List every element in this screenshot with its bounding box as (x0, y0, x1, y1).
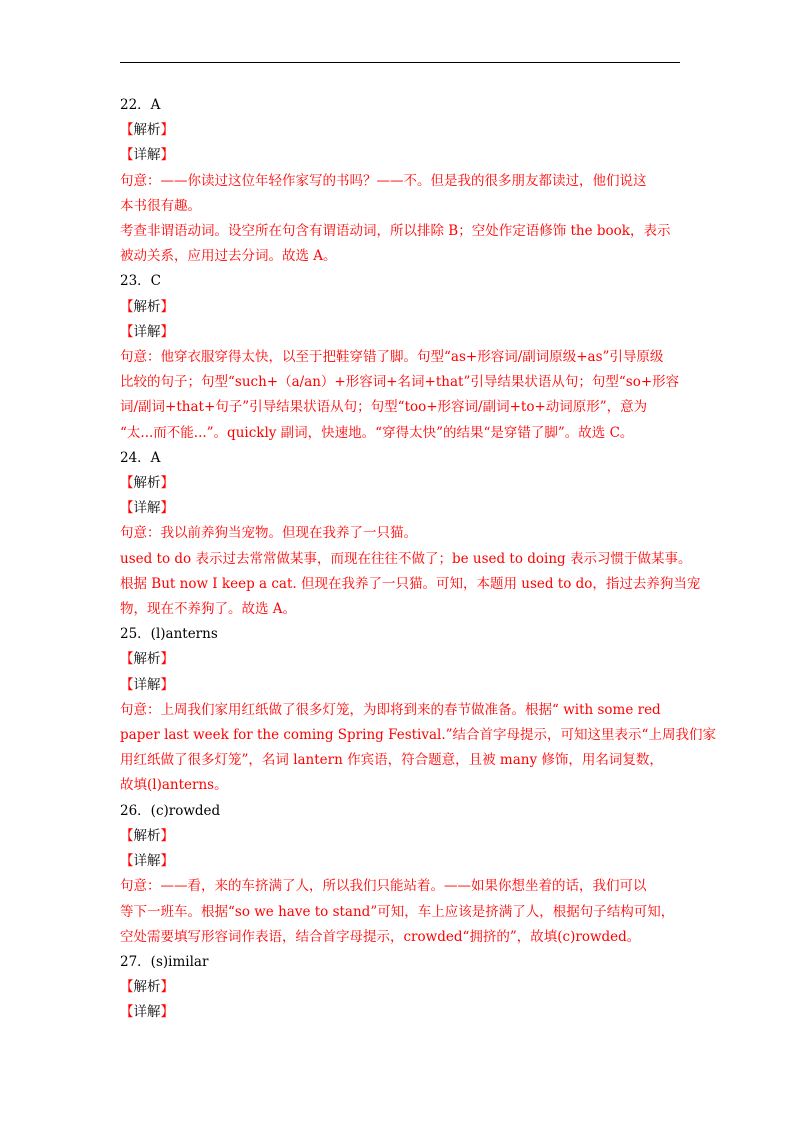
analysis-label: 【解析】 (120, 651, 174, 668)
explanation-label: 【详解】 (120, 147, 174, 164)
explanation-line: used to do 表示过去常常做某事，而现在往往不做了；be used to doing 表示习惯于做某事。 (120, 550, 692, 567)
question-number: 26．(c)rowded (120, 802, 221, 819)
explanation-line: 用红纸做了很多灯笼”，名词 lantern 作宾语，符合题意，且被 many 修饰，用名词复数， (120, 752, 663, 769)
explanation-line: 句意：他穿衣服穿得太快，以至于把鞋穿错了脚。句型“as+形容词/副词原级+as”引导原级 (120, 349, 664, 366)
explanation-line: 考查非谓语动词。设空所在句含有谓语动词，所以排除 B；空处作定语修饰 the book，表示 (120, 223, 671, 240)
explanation-line: 句意：上周我们家用红纸做了很多灯笼，为即将到来的春节做准备。根据“ with some red (120, 701, 661, 718)
explanation-label: 【详解】 (120, 853, 174, 870)
explanation-line: 空处需要填写形容词作表语，结合首字母提示，crowded“拥挤的”，故填(c)rowded。 (120, 928, 641, 945)
analysis-label: 【解析】 (120, 827, 174, 844)
analysis-label: 【解析】 (120, 475, 174, 492)
answer-list (120, 93, 716, 1026)
explanation-line: 等下一班车。根据“so we have to stand”可知，车上应该是挤满了人，根据句子结构可知， (120, 903, 675, 920)
header-rule (120, 62, 680, 63)
analysis-label: 【解析】 (120, 298, 174, 315)
explanation-line: “太...而不能...”。quickly 副词，快速地。“穿得太快”的结果“是穿错了脚”。故选 C。 (120, 424, 634, 441)
question-number: 27．(s)imilar (120, 953, 209, 970)
explanation-label: 【详解】 (120, 500, 174, 517)
explanation-label: 【详解】 (120, 676, 174, 693)
explanation-label: 【详解】 (120, 323, 174, 340)
explanation-line: 物，现在不养狗了。故选 A。 (120, 601, 297, 618)
question-number: 23．C (120, 273, 162, 290)
explanation-line: 句意：我以前养狗当宠物。但现在我养了一只猫。 (120, 525, 417, 542)
explanation-line: 句意：——你读过这位年轻作家写的书吗？——不。但是我的很多朋友都读过，他们说这 (120, 172, 647, 189)
explanation-line: 故填(l)anterns。 (120, 777, 228, 794)
analysis-label: 【解析】 (120, 122, 174, 139)
explanation-label: 【详解】 (120, 1004, 174, 1021)
explanation-line: 本书很有趣。 (120, 197, 201, 214)
explanation-line: 词/副词+that+句子”引导结果状语从句；句型“too+形容词/副词+to+动词原形”，意为 (120, 399, 648, 416)
explanation-line: 句意：——看，来的车挤满了人，所以我们只能站着。——如果你想坐着的话，我们可以 (120, 878, 647, 895)
explanation-line: paper last week for the coming Spring Festival.”结合首字母提示，可知这里表示“上周我们家 (120, 727, 716, 744)
explanation-line: 根据 But now I keep a cat. 但现在我养了一只猫。可知，本题用 used to do，指过去养狗当宠 (120, 575, 701, 592)
analysis-label: 【解析】 (120, 979, 174, 996)
explanation-line: 被动关系，应用过去分词。故选 A。 (120, 248, 337, 265)
question-number: 22．A (120, 97, 161, 113)
question-number: 25．(l)anterns (120, 626, 218, 643)
question-number: 24．A (120, 449, 161, 466)
explanation-line: 比较的句子；句型“such+（a/an）+形容词+名词+that”引导结果状语从句；句型“so+形容 (120, 374, 680, 391)
